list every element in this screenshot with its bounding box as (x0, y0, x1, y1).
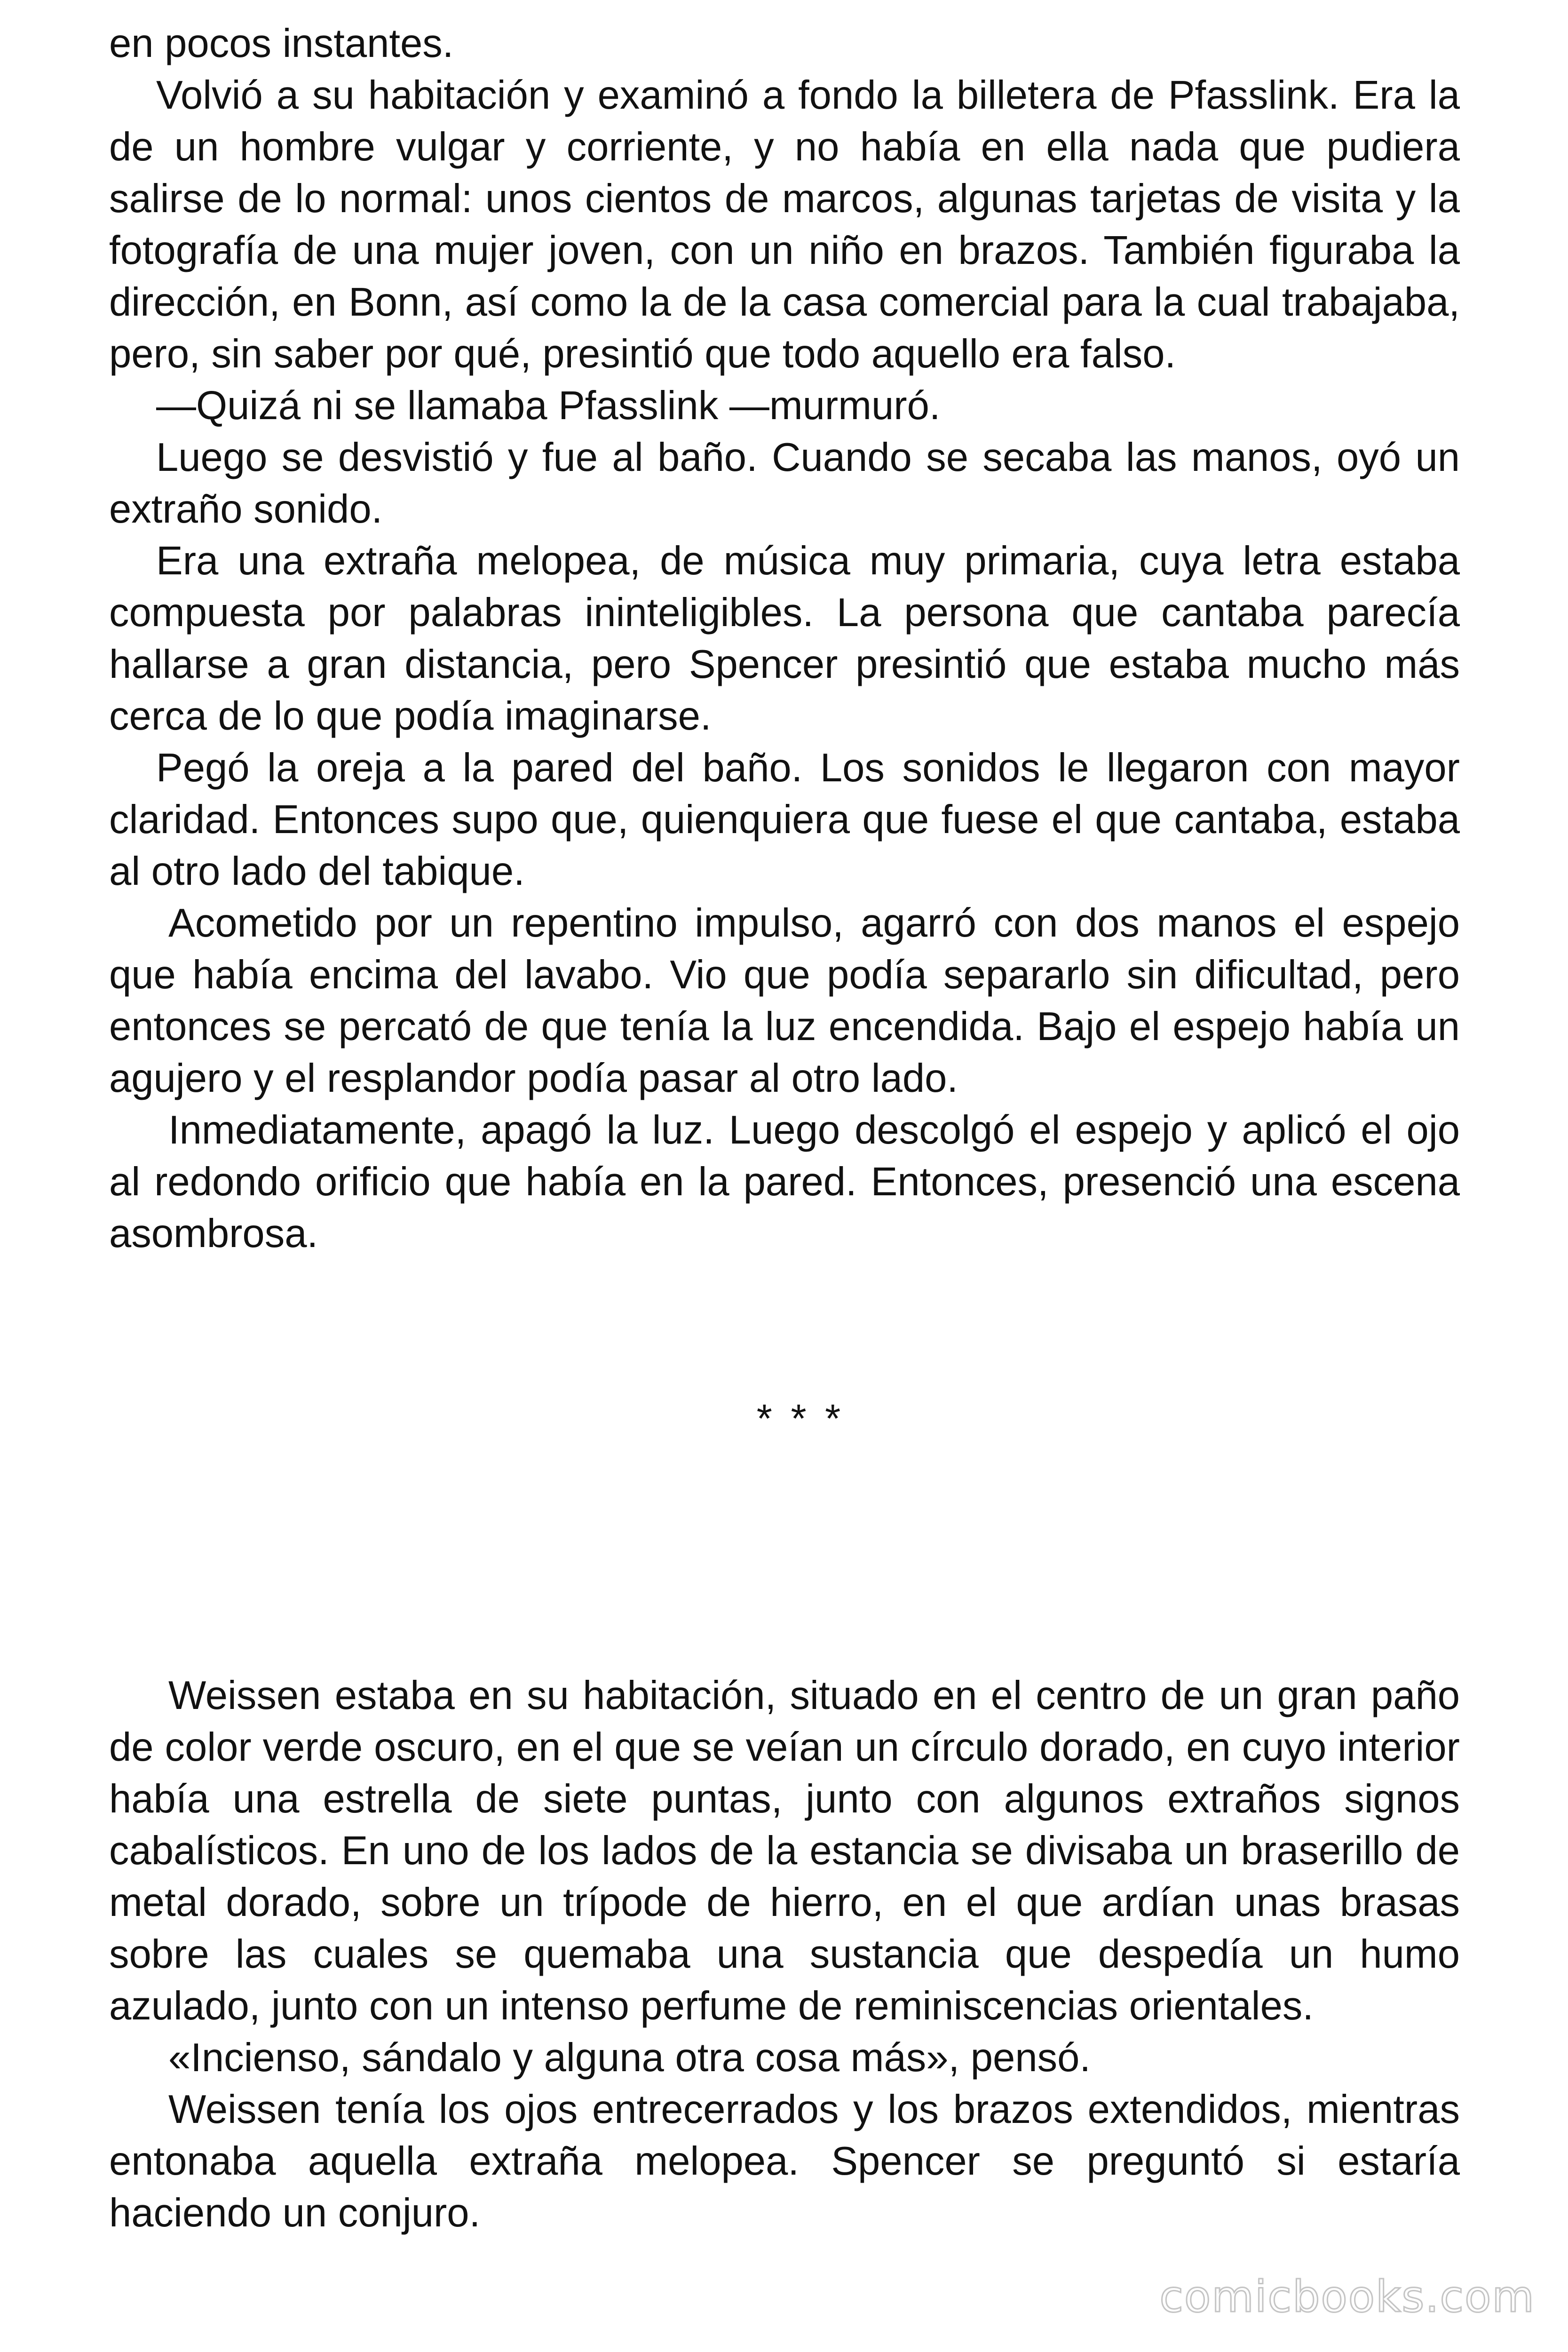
paragraph: Weissen estaba en su habitación, situado en el centro de un gran paño de color verde oscuro, en el que se veían un círculo dorado, en cuyo interior había una estrella de siete puntas, junto con algunos extraños signos cabalísticos. En uno de los lados de la estancia se divisaba un braserillo de metal dorado, sobre un trípode de hierro, en el que ardían unas brasas sobre las cuales se quemaba una sustancia que despedía un humo azulado, junto con un intenso perfume de reminiscencias orientales. (109, 1673, 1460, 2028)
paragraph: —Quizá ni se llamaba Pfasslink —murmuró. (156, 383, 941, 428)
paragraph: Volvió a su habitación y examinó a fondo la billetera de Pfasslink. Era la de un hombre vulgar y corriente, y no había en ella nada que pudiera salirse de lo normal: unos cientos de marcos, algunas tarjetas de visita y la fotografía de una mujer joven, con un niño en brazos. También figuraba la dirección, en Bonn, así como la de la casa comercial para la cual trabajaba, pero, sin saber por qué, presintió que todo aquello era falso. (109, 73, 1460, 376)
paragraph: Luego se desvistió y fue al baño. Cuando se secaba las manos, oyó un extraño sonido. (109, 435, 1460, 532)
text-section-2 (109, 1670, 1460, 2239)
paragraph: Weissen tenía los ojos entrecerrados y los brazos extendidos, mientras entonaba aquella extraña melopea. Spencer se preguntó si estaría haciendo un conjuro. (109, 2087, 1460, 2235)
paragraph: «Incienso, sándalo y alguna otra cosa más», pensó. (168, 2035, 1091, 2080)
paragraph: Acometido por un repentino impulso, agarró con dos manos el espejo que había encima del lavabo. Vio que podía separarlo sin dificultad, pero entonces se percató de que tenía la luz encendida. Bajo el espejo había un agujero y el resplandor podía pasar al otro lado. (109, 901, 1460, 1101)
paragraph: en pocos instantes. (109, 21, 454, 66)
paragraph: Inmediatamente, apagó la luz. Luego descolgó el espejo y aplicó el ojo al redondo orificio que había en la pared. Entonces, presenció una escena asombrosa. (109, 1108, 1460, 1256)
text-section-1 (109, 18, 1460, 1260)
scene-break: * * * (756, 1397, 845, 1441)
paragraph: Era una extraña melopea, de música muy primaria, cuya letra estaba compuesta por palabras ininteligibles. La persona que cantaba parecía hallarse a gran distancia, pero Spencer presintió que estaba mucho más cerca de lo que podía imaginarse. (109, 539, 1460, 739)
paragraph: Pegó la oreja a la pared del baño. Los sonidos le llegaron con mayor claridad. Entonces supo que, quienquiera que fuese el que cantaba, estaba al otro lado del tabique. (109, 746, 1460, 894)
watermark: comicbooks.com (1159, 2272, 1535, 2322)
